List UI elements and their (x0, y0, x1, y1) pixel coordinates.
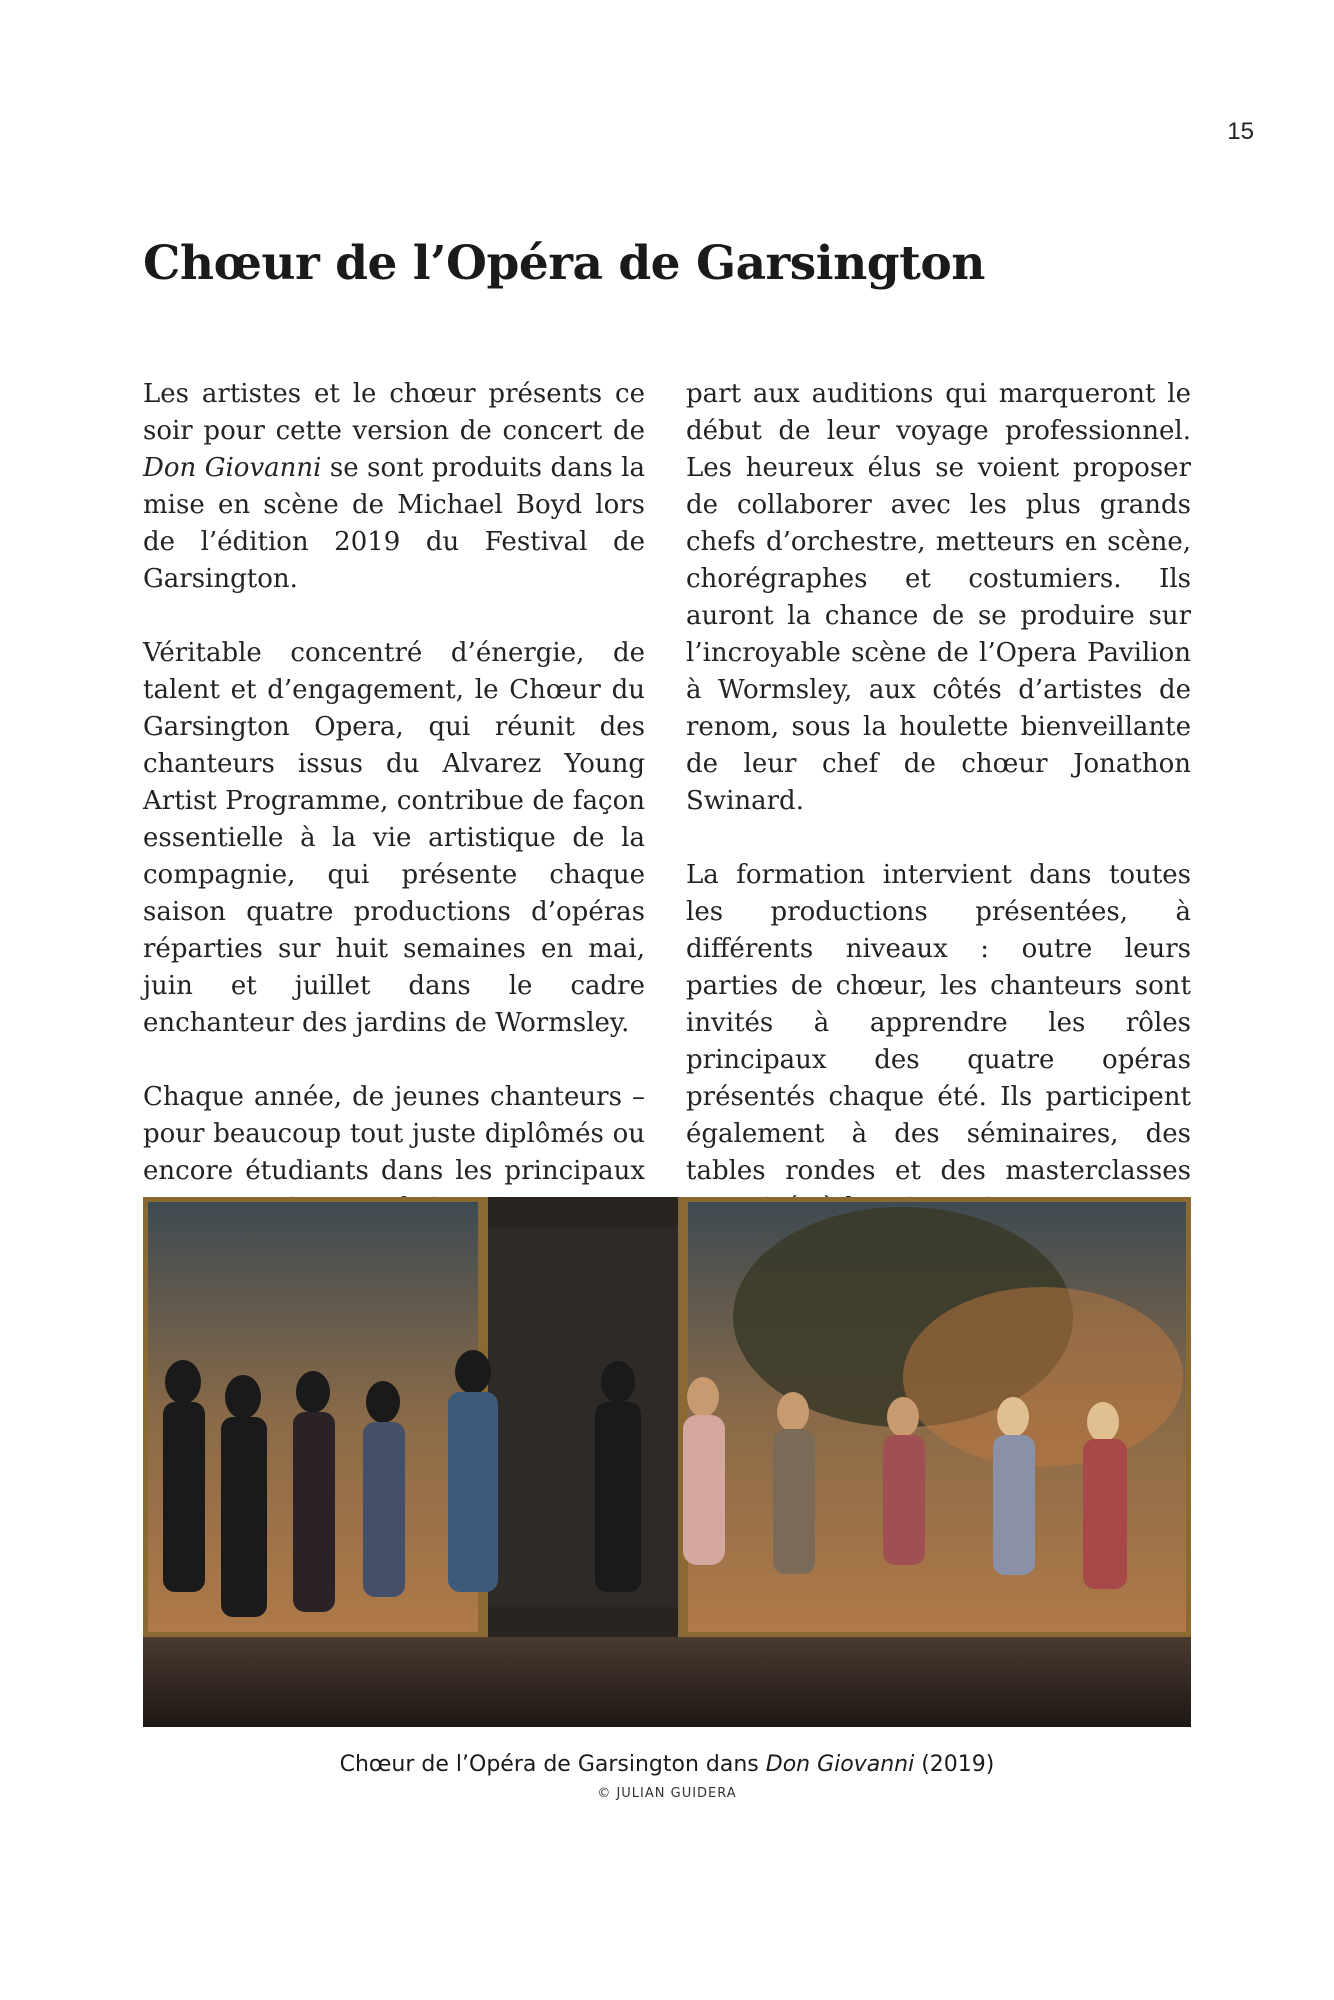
paragraph: La formation intervient dans toutes les productions présentées, à différents niveaux : outre leurs parties de chœur, les chanteurs sont invités à apprendre les rôles principaux des quatre opéras présentés chaque été. Ils participent également à des séminaires, des tables rondes et des masterclasses (686, 860, 1191, 1186)
text-column-right (686, 376, 1191, 1227)
paragraph (143, 376, 645, 598)
paragraph-text: Les artistes et le chœur présents ce soir pour cette version de concert de (143, 379, 645, 446)
caption-text: (2019) (914, 1752, 995, 1777)
opera-title: Don Giovanni (143, 453, 322, 483)
caption-text: Chœur de l’Opéra de Garsington dans (339, 1752, 766, 1777)
paragraph: Véritable concentré d’énergie, de talent et d’engagement, le Chœur du Garsington Opera, qui réunit des chanteurs issus du Alvarez Young Artist Programme, contribue de façon essentielle à la vie artistique de la compagnie, qui présente chaque saison quatre productions d’opéras réparties sur huit semaines en mai, juin et juillet dans le cadre enchanteur des jardins de Wormsley. (143, 638, 645, 1038)
stage-scene-illustration (143, 1197, 1191, 1727)
paragraph-text: se sont produits dans la mise en scène de Michael Boyd lors de l’édition 2019 du Festival de Garsington. (143, 453, 645, 594)
photo-credit: © JULIAN GUIDERA (597, 1786, 737, 1801)
paragraph: Chaque année, de jeunes chanteurs – pour beaucoup tout juste diplômés ou encore étudiants dans les principaux (143, 1082, 645, 1186)
page-number: 15 (1227, 118, 1254, 145)
chorus-photo (143, 1197, 1191, 1727)
page-title: Chœur de l’Opéra de Garsington (143, 236, 985, 291)
figure-caption (143, 1752, 1191, 1777)
caption-opera-title: Don Giovanni (765, 1752, 915, 1777)
text-column-left (143, 376, 645, 1264)
paragraph: part aux auditions qui marqueront le début de leur voyage professionnel. Les heureux élus se voient proposer de collaborer avec les plus grands chefs d’orchestre, metteurs en scène, chorégraphes et costumiers. Ils auront la chance de se produire sur l’incroyable scène de l’Opera Pavilion à Wormsley, aux côtés d’artistes de renom, sous la houlette bienveillante de leur chef de chœur Jonathon Swinard. (686, 379, 1191, 816)
